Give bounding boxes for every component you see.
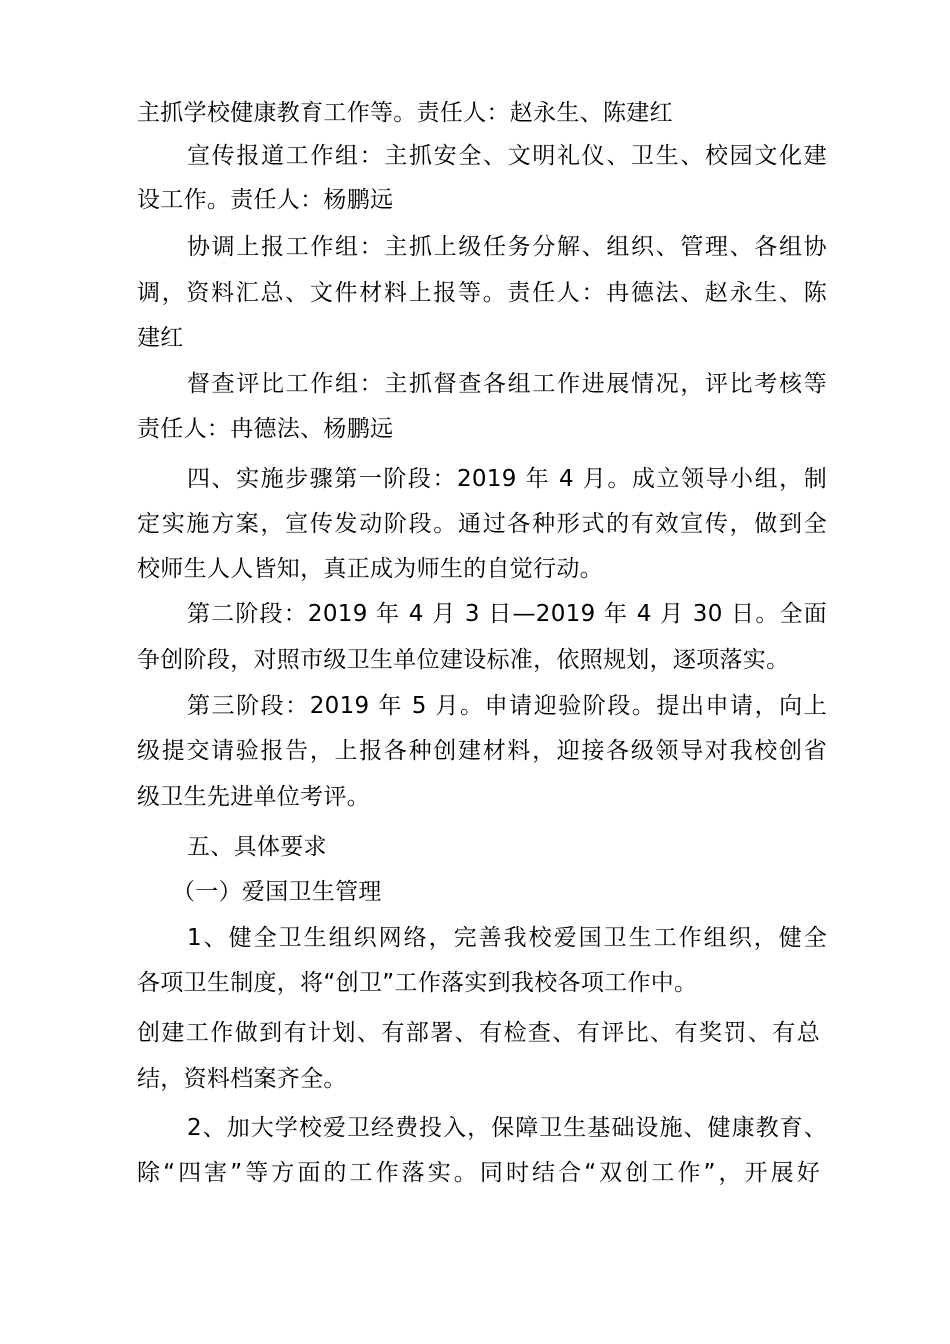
text-line: 除“四害”等方面的工作落实。同时结合“双创工作”，开展好 bbox=[137, 1160, 820, 1186]
text-line: 各项卫生制度，将“创卫”工作落实到我校各项工作中。 bbox=[137, 970, 698, 996]
text-line: 督查评比工作组：主抓督查各组工作进展情况，评比考核等 bbox=[187, 371, 827, 397]
text-line: 设工作。责任人：杨鹏远 bbox=[137, 187, 394, 213]
text-line: 主抓学校健康教育工作等。责任人：赵永生、陈建红 bbox=[137, 100, 673, 126]
text-line: 校师生人人皆知，真正成为师生的自觉行动。 bbox=[137, 556, 603, 582]
text-line: 结，资料档案齐全。 bbox=[137, 1066, 347, 1092]
text-line: 级卫生先进单位考评。 bbox=[137, 784, 370, 810]
text-line: 定实施方案，宣传发动阶段。通过各种形式的有效宣传，做到全 bbox=[137, 511, 827, 537]
subsection-heading: （一）爱国卫生管理 bbox=[172, 879, 382, 905]
text-line: 创建工作做到有计划、有部署、有检查、有评比、有奖罚、有总 bbox=[137, 1020, 820, 1046]
text-line: 建红 bbox=[137, 325, 184, 351]
text-line: 调，资料汇总、文件材料上报等。责任人：冉德法、赵永生、陈 bbox=[137, 280, 827, 306]
section-heading: 五、具体要求 bbox=[187, 834, 327, 860]
text-line: 协调上报工作组：主抓上级任务分解、组织、管理、各组协 bbox=[187, 234, 827, 260]
text-line: 第三阶段：2019 年 5 月。申请迎验阶段。提出申请，向上 bbox=[187, 693, 827, 719]
text-line: 级提交请验报告，上报各种创建材料，迎接各级领导对我校创省 bbox=[137, 738, 827, 764]
text-line: 争创阶段，对照市级卫生单位建设标准，依照规划，逐项落实。 bbox=[137, 647, 790, 673]
text-line: 第二阶段：2019 年 4 月 3 日—2019 年 4 月 30 日。全面 bbox=[187, 601, 827, 627]
text-line: 责任人：冉德法、杨鹏远 bbox=[137, 416, 394, 442]
text-line: 宣传报道工作组：主抓安全、文明礼仪、卫生、校园文化建 bbox=[187, 143, 827, 169]
text-line: 1、健全卫生组织网络，完善我校爱国卫生工作组织，健全 bbox=[187, 925, 827, 951]
text-line: 2、加大学校爱卫经费投入，保障卫生基础设施、健康教育、 bbox=[187, 1115, 827, 1141]
text-line: 四、实施步骤第一阶段：2019 年 4 月。成立领导小组，制 bbox=[187, 466, 827, 492]
